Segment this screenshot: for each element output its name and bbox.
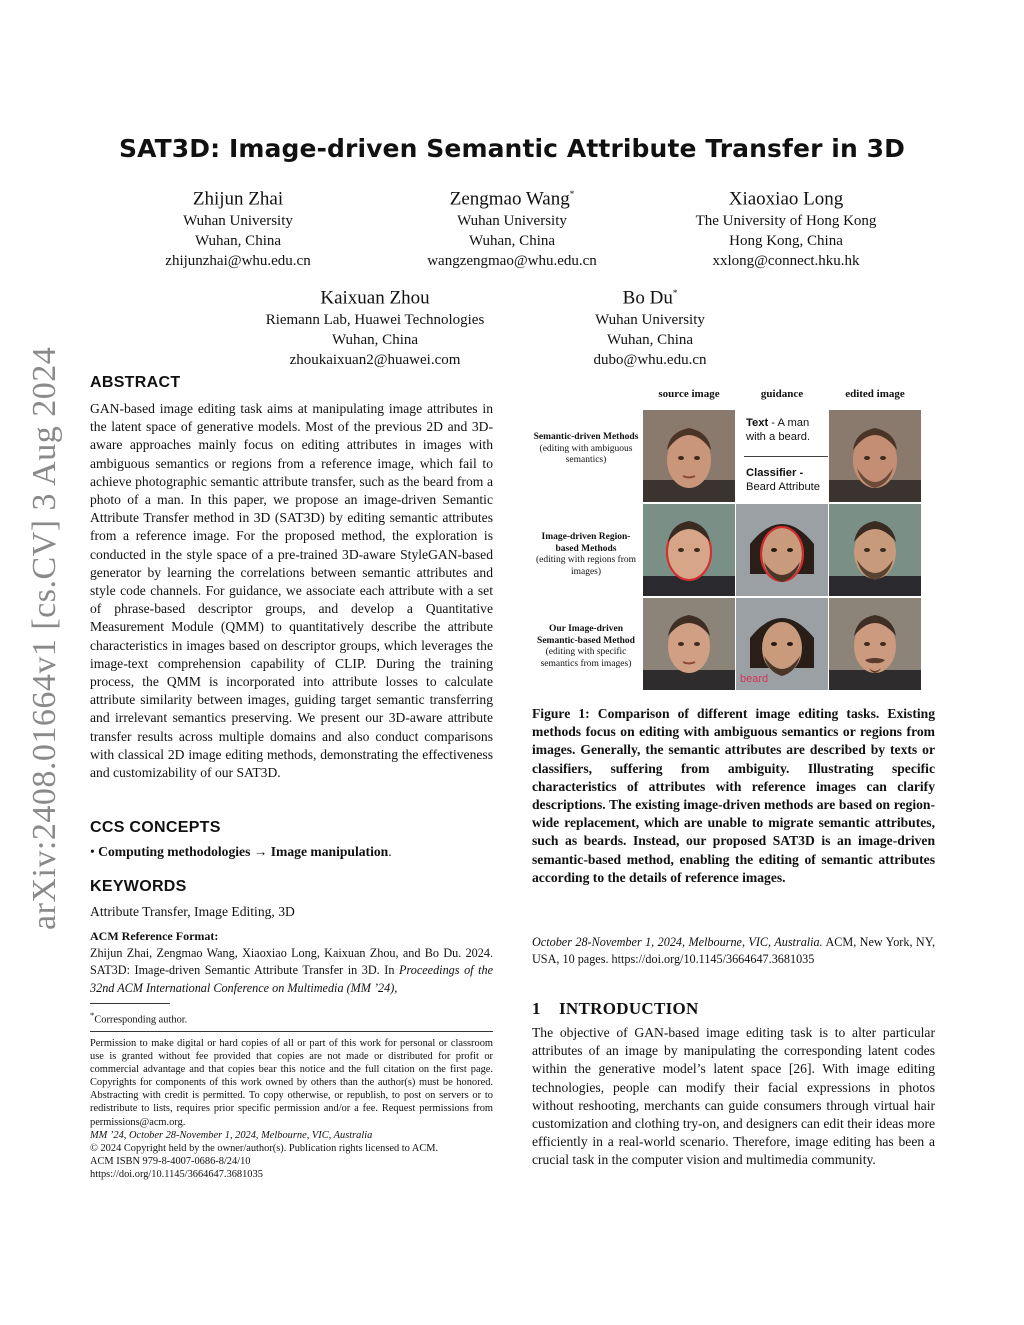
row-sub: (editing with regions from images) — [536, 555, 636, 577]
abstract-text: GAN-based image editing task aims at manipulating image attributes in the latent space of generative models. Most of the previous 2D and 3D-aware approaches mainly focus on editing attributes in images with ambiguous semantics or regions from a reference image, which fail to achieve photographic semantic attribute transfer, such as the beard from a photo of a man. In this paper, we propose an image-driven Semantic Attribute Transfer method in 3D (SAT3D) by editing semantic attributes from a reference image. For the proposed method, the exploration is conducted in the style space of a pre-trained 3D-aware StyleGAN-based generator by learning the correlations between semantic attributes and style code channels. For guidance, we associate each attribute with a set of phrase-based descriptor groups, and develop a Quantitative Measurement Module (QMM) to quantitatively describe the attribute characteristics in images based on descriptor groups, which leverages the image-text comprehension capability of CLIP. During the training process, the QMM is incorporated into attribute losses to calculate attribute similarity between images, guiding target semantic transferring and irrelevant semantics preserving. We present our 3D-aware attribute transfer results across multiple domains and also conduct comparisons with classical 2D image editing methods, demonstrating the effectiveness and customizability of our SAT3D. — [90, 401, 493, 781]
author-affiliation: Wuhan University — [595, 312, 705, 329]
author-email: xxlong@connect.hku.hk — [712, 253, 860, 270]
ccs-bullet: • — [90, 844, 95, 859]
author-block — [245, 281, 505, 370]
row-title: Semantic-driven Methods — [533, 432, 639, 442]
abstract-heading: ABSTRACT — [90, 374, 181, 391]
author-affiliation: The University of Hong Kong — [695, 213, 877, 230]
footnote — [90, 1009, 187, 1027]
acm-ref-text — [90, 945, 493, 997]
author-email: zhijunzhai@whu.edu.cn — [165, 253, 311, 270]
beard-label: beard — [740, 673, 769, 685]
keywords-heading: KEYWORDS — [90, 878, 187, 895]
guidance-text — [746, 416, 828, 444]
acm-ref-authors: Zhijun Zhai, Zengmao Wang, Xiaoxiao Long, Kaixuan Zhou, and Bo Du. 2024. SAT3D: Image-driven Semantic Attribute Transfer in 3D. In — [90, 946, 493, 978]
author-block — [666, 182, 906, 271]
ccs-concept: Computing methodologies → Image manipulation — [98, 844, 389, 859]
face-image-edited — [829, 410, 921, 502]
row-title: Image-driven Region-based Methods — [541, 532, 631, 554]
author-affiliation: Riemann Lab, Huawei Technologies — [265, 312, 485, 329]
fig-col-head-guidance: guidance — [760, 388, 804, 400]
guidance-text-label: Text — [746, 417, 769, 429]
author-name: Xiaoxiao Long — [728, 188, 844, 210]
author-name: Bo Du — [622, 287, 673, 309]
acm-ref-proceedings: Proceedings of the 32nd ACM International Conference on Multimedia (MM ’24), — [90, 963, 494, 995]
face-image-edited — [829, 598, 921, 690]
author-location: Wuhan, China — [468, 233, 556, 250]
author-location: Wuhan, China — [331, 332, 419, 349]
footnote-text: Corresponding author. — [94, 1014, 188, 1026]
fig-row-label-ours — [531, 624, 641, 670]
author-name: Zhijun Zhai — [192, 188, 284, 210]
permission-doi: https://doi.org/10.1145/3664647.3681035 — [90, 1168, 263, 1180]
ccs-period: . — [388, 844, 392, 859]
author-email: dubo@whu.edu.cn — [593, 352, 707, 369]
fig-row-label-region — [531, 532, 641, 578]
permission-copyright: © 2024 Copyright held by the owner/author(s). Publication rights licensed to ACM. — [90, 1142, 439, 1154]
permission-rule — [90, 1031, 493, 1032]
acm-ref-heading: ACM Reference Format: — [90, 929, 219, 943]
author-location: Wuhan, China — [606, 332, 694, 349]
intro-text: The objective of GAN-based image editing task is to alter particular attributes of an image by manipulating the corresponding latent codes within the generative model’s latent space [26]. With image editing technologies, people can modify their facial expressions in photos without reshooting, merchants can guide consumers through virtual hair customization and clothing try-on, and designers can edit their ideas more efficiently in a real-world scenario. Therefore, image editing has been a crucial task in the computer vision and multimedia community. — [532, 1025, 935, 1168]
permission-block — [90, 1037, 493, 1181]
permission-venue: MM ’24, October 28-November 1, 2024, Melbourne, VIC, Australia — [90, 1129, 373, 1141]
permission-isbn: ACM ISBN 979-8-4007-0686-8/24/10 — [90, 1155, 251, 1167]
ccs-item — [90, 843, 493, 861]
footnote-rule — [90, 1003, 170, 1004]
author-name: Zengmao Wang — [449, 188, 570, 210]
face-image-edited — [829, 504, 921, 596]
intro-number: 1 — [532, 999, 541, 1018]
author-name: Kaixuan Zhou — [320, 287, 430, 309]
face-image-source — [643, 504, 735, 596]
intro-title: INTRODUCTION — [559, 999, 699, 1018]
acm-ref-publisher: ACM, New York, NY, USA, 10 pages. https://doi.org/10.1145/3664647.3681035 — [532, 935, 935, 967]
acm-ref-date: October 28-November 1, 2024, Melbourne, VIC, Australia. — [532, 935, 823, 949]
author-block — [392, 182, 632, 271]
guidance-divider — [744, 456, 828, 457]
keywords-text: Attribute Transfer, Image Editing, 3D — [90, 904, 295, 919]
author-location: Wuhan, China — [194, 233, 282, 250]
author-affiliation: Wuhan University — [183, 213, 293, 230]
face-image-source — [643, 410, 735, 502]
arxiv-stamp: arXiv:2408.01664v1 [cs.CV] 3 Aug 2024 — [26, 346, 63, 930]
fig-row-label-semantic — [531, 432, 641, 467]
row-title: Our Image-driven Semantic-based Method — [537, 624, 635, 646]
author-block — [118, 182, 358, 271]
guidance-classifier-value: Beard Attribute — [746, 481, 821, 493]
guidance-classifier — [746, 466, 820, 494]
intro-heading — [532, 999, 699, 1019]
face-image-reference — [736, 504, 828, 596]
figure-1 — [531, 382, 941, 694]
author-block — [540, 281, 760, 370]
row-sub: (editing with specific semantics from images) — [540, 647, 632, 669]
acm-ref-continuation — [532, 934, 935, 969]
face-image-reference — [736, 598, 828, 690]
guidance-box — [736, 410, 828, 502]
author-mark: * — [672, 288, 678, 298]
footnote-mark: * — [90, 1010, 95, 1020]
figure-caption: Figure 1: Comparison of different image editing tasks. Existing methods focus on editing with ambiguous semantics or regions from images. Generally, the semantic attributes are described by texts or classifiers, suffering from ambiguity. Illustrating specific characteristics of attributes with reference images can clarify descriptions. The existing image-driven methods are based on region-wide replacement, which are unable to migrate semantic attributes, such as beards. Instead, our proposed SAT3D is an image-driven semantic-based method, enabling the editing of semantic attributes according to the details of reference images. — [532, 706, 935, 885]
author-mark: * — [569, 189, 575, 199]
fig-col-head-edited: edited image — [845, 388, 905, 400]
face-image-source — [643, 598, 735, 690]
author-affiliation: Wuhan University — [457, 213, 567, 230]
guidance-text-value: - A man with a beard. — [746, 417, 811, 443]
row-sub: (editing with ambiguous semantics) — [539, 443, 633, 465]
fig-col-head-source: source image — [658, 388, 720, 400]
permission-text: Permission to make digital or hard copies of all or part of this work for personal or classroom use is granted without fee provided that copies are not made or distributed for profit or commercial advantage and that copies bear this notice and the full citation on the first page. Copyrights for components of this work owned by others than the author(s) must be honored. Abstracting with credit is permitted. To copy otherwise, or republish, to post on servers or to redistribute to lists, requires prior specific permission and/or a fee. Request permissions from permissions@acm.org. — [90, 1038, 493, 1128]
guidance-classifier-label: Classifier - — [746, 467, 804, 479]
ccs-heading: CCS CONCEPTS — [90, 819, 221, 836]
paper-title: SAT3D: Image-driven Semantic Attribute Transfer in 3D — [118, 134, 906, 163]
author-email: zhoukaixuan2@huawei.com — [289, 352, 461, 369]
author-email: wangzengmao@whu.edu.cn — [427, 253, 597, 270]
author-location: Hong Kong, China — [729, 233, 843, 250]
